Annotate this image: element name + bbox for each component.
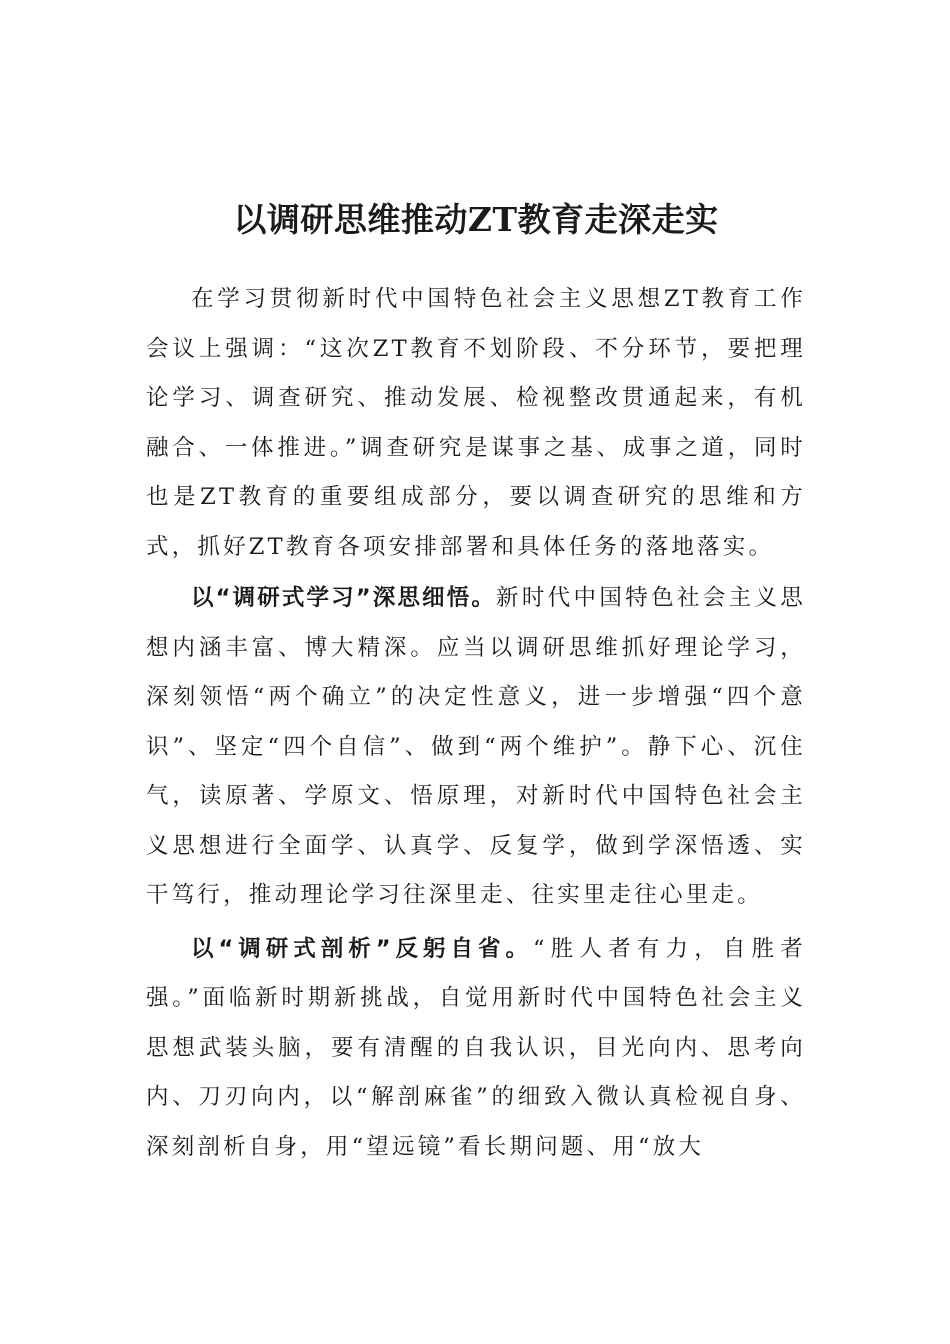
paragraph-1 xyxy=(146,275,806,572)
paragraph-3-heading: 以“调研式剖析”反躬自省。 xyxy=(191,935,534,962)
paragraph-3 xyxy=(146,925,806,1173)
paragraph-2-text: 新时代中国特色社会主义思想内涵丰富、博大精深。应当以调研思维抓好理论学习，深刻领悟“两个确立”的决定性意义，进一步增强“四个意识”、坚定“四个自信”、做到“两个维护”。静下心、沉住气，读原著、学原文、悟原理，对新时代中国特色社会主义思想进行全面学、认真学、反复学，做到学深悟透、实干笃行，推动理论学习往深里走、往实里走往心里走。 xyxy=(146,585,806,908)
document-title: 以调研思维推动ZT教育走深走实 xyxy=(233,200,719,240)
paragraph-2-heading: 以“调研式学习”深思细悟。 xyxy=(191,585,496,611)
paragraph-3-text: “胜人者有力，自胜者强。”面临新时期新挑战，自觉用新时代中国特色社会主义思想武装头脑，要有清醒的自我认识，目光向内、思考向内、刀刃向内，以“解剖麻雀”的细致入微认真检视自身、深刻剖析自身，用“望远镜”看长期问题、用“放大 xyxy=(146,935,806,1160)
document-body xyxy=(146,275,806,1172)
paragraph-1-text: 在学习贯彻新时代中国特色社会主义思想ZT教育工作会议上强调：“这次ZT教育不划阶段、不分环节，要把理论学习、调查研究、推动发展、检视整改贯通起来，有机融合、一体推进。”调查研究是谋事之基、成事之道，同时也是ZT教育的重要组成部分，要以调查研究的思维和方式，抓好ZT教育各项安排部署和具体任务的落地落实。 xyxy=(146,286,806,560)
paragraph-2 xyxy=(146,574,806,921)
